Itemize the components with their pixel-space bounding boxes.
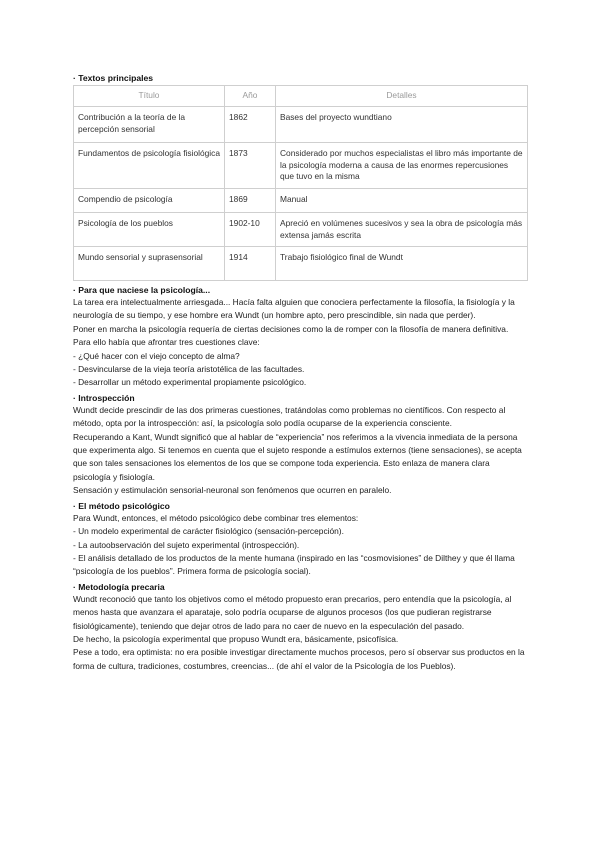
paragraph: Para Wundt, entonces, el método psicológico debe combinar tres elementos: [73,512,359,523]
table-row [74,143,528,189]
list-item: - Desvincularse de la vieja teoría aristotélica de las facultades. [73,364,305,375]
cell-details: Bases del proyecto wundtiano [276,107,528,143]
cell-details: Trabajo fisiológico final de Wundt [276,247,528,281]
cell-details: Considerado por muchos especialistas el libro más importante de la psicología moderna a causa de las enormes repercusiones que tuvo en la misma [276,143,528,189]
paragraph: La tarea era intelectualmente arriesgada... Hacía falta alguien que conociera perfectamente la filosofía, la fisiología y la neurología de su tiempo, y ese hombre era Wundt (un hombre apto, pero prescindible, sin nada que perder). [73,297,515,321]
col-header-detalles: Detalles [276,86,528,107]
paragraph: Wundt reconoció que tanto los objetivos como el método propuesto eran precarios, pero entendía que la psicología, al menos hasta que avanzara el aparataje, solo podría ocuparse de algunos procesos (los que pudieran registrarse fisiológicamente), teniendo que dejar otros de lado para no caer de nuevo en la especulación del pasado. [73,593,512,631]
list-item: - ¿Qué hacer con el viejo concepto de alma? [73,350,240,361]
heading-textos: · Textos principales [73,73,154,83]
heading-para-que: · Para que naciese la psicología... [73,285,211,295]
list-item: - Un modelo experimental de carácter fisiológico (sensación-percepción). [73,526,344,537]
paragraph: Pese a todo, era optimista: no era posible investigar directamente muchos procesos, pero sí observar sus productos en la forma de cultura, tradiciones, costumbres, creencias... (de ahí el valor de la Psicología de los Pueblos). [73,647,525,671]
table-header-row [74,86,528,107]
cell-year: 1902-10 [225,213,276,247]
list-item: - El análisis detallado de los productos de la mente humana (inspirado en las “cosmovisiones” de Dilthey y que él llama “psicología de los pueblos”. Primera forma de psicología social). [73,552,515,577]
cell-title: Psicología de los pueblos [74,213,225,247]
cell-title: Fundamentos de psicología fisiológica [74,143,225,189]
cell-year: 1869 [225,189,276,213]
paragraph: Recuperando a Kant, Wundt significó que al hablar de “experiencia” nos referimos a la vivencia inmediata de la persona que experimenta algo. Si tenemos en cuenta que el sujeto responde a estímulos externos (tiene sensaciones), se acepta que son tales sensaciones los elementos de los que se compone toda experiencia. Esto enlaza de manera clara psicología y fisiología. [73,431,522,482]
table-row [74,107,528,143]
list-item: - La autoobservación del sujeto experimental (introspección). [73,539,300,550]
paragraph: Poner en marcha la psicología requería de ciertas decisiones como la de romper con la filosofía de manera definitiva. Para ello había que afrontar tres cuestiones clave: [73,323,509,348]
cell-year: 1862 [225,107,276,143]
paragraph: Wundt decide prescindir de las dos primeras cuestiones, tratándolas como problemas no científicos. Con respecto al método, opta por la introspección: así, la psicología solo podía ocuparse de la experiencia consciente. [73,404,506,429]
paragraph: De hecho, la psicología experimental que propuso Wundt era, básicamente, psicofísica. [73,633,399,644]
table-row [74,189,528,213]
cell-year: 1914 [225,247,276,281]
heading-precaria: · Metodología precaria [73,581,165,592]
col-header-ano: Año [225,86,276,107]
cell-details: Manual [276,189,528,213]
list-item: - Desarrollar un método experimental propiamente psicológico. [73,377,307,388]
cell-details: Apreció en volúmenes sucesivos y sea la obra de psicología más extensa jamás escrita [276,213,528,247]
heading-introspeccion: · Introspección [73,392,135,403]
document-content [73,73,527,673]
paragraph: Sensación y estimulación sensorial-neuronal son fenómenos que ocurren en paralelo. [73,485,392,496]
cell-title: Compendio de psicología [74,189,225,213]
table-row [74,247,528,281]
table-row [74,213,528,247]
cell-title: Mundo sensorial y suprasensorial [74,247,225,281]
cell-title: Contribución a la teoría de la percepción sensorial [74,107,225,143]
heading-metodo: · El método psicológico [73,500,170,511]
cell-year: 1873 [225,143,276,189]
texts-table [73,85,528,281]
col-header-titulo: Título [74,86,225,107]
